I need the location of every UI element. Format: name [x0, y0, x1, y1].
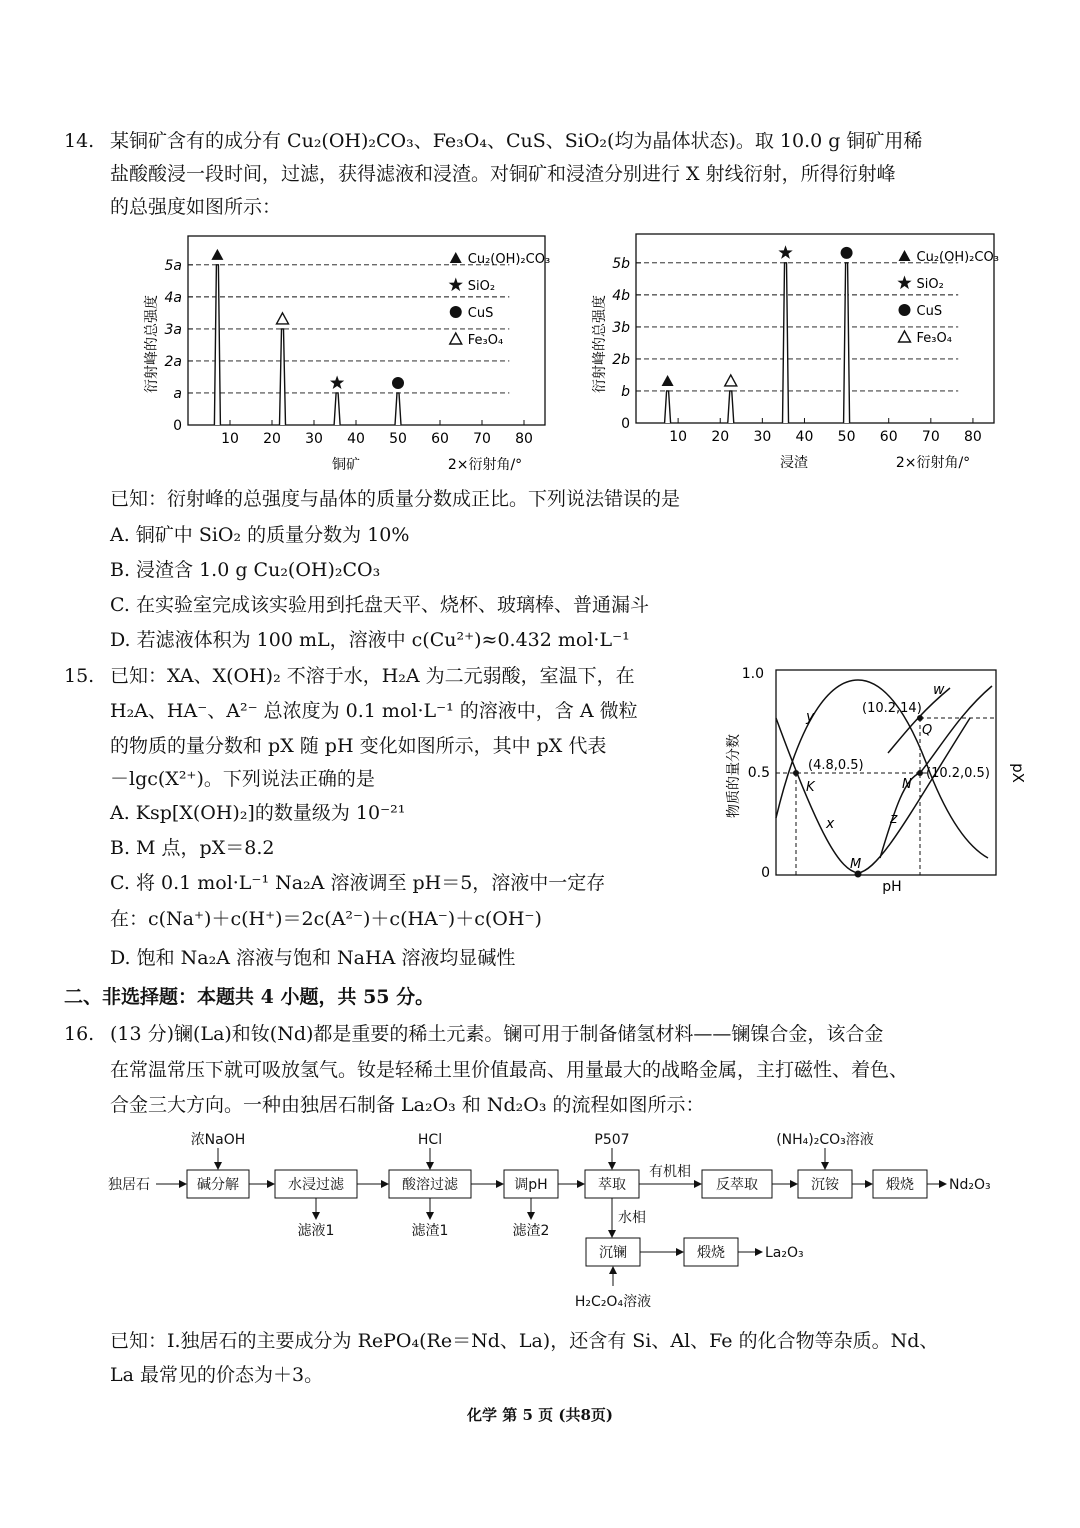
peak-marker [277, 313, 289, 324]
peak-marker [841, 247, 853, 259]
label-k-coord: (4.8,0.5) [808, 758, 864, 773]
legend-marker [449, 278, 463, 292]
curve-x [776, 718, 970, 873]
xtick-label: 30 [753, 429, 772, 445]
label-n: N [902, 777, 912, 792]
box-calcine-la-label: 煅烧 [697, 1245, 725, 1261]
xtick-label: 80 [515, 431, 533, 447]
peak-marker [725, 375, 737, 386]
xtick-label: 50 [389, 431, 407, 447]
ytick-label: 0 [621, 416, 630, 432]
xtick-label: 10 [669, 429, 688, 445]
peak-marker [392, 377, 404, 389]
ytick-label: 3b [612, 319, 630, 336]
diffraction-peak [334, 393, 340, 425]
xtick-label: 20 [263, 431, 281, 447]
reagent-naoh: 浓NaOH [190, 1132, 246, 1148]
xtick-label: 70 [473, 431, 491, 447]
section-2-heading: 二、非选择题：本题共 4 小题，共 55 分。 [64, 986, 435, 1008]
ytick-label: a [173, 385, 182, 402]
ytick-label: b [621, 383, 630, 400]
diffraction-peak [280, 329, 286, 425]
q14-known: 已知：衍射峰的总强度与晶体的质量分数成正比。下列说法错误的是 [110, 488, 681, 510]
label-q-coord: (10.2,14) [862, 701, 922, 716]
label-curve-z: z [890, 811, 898, 827]
reagent-h2c2o4: H₂C₂O₄溶液 [574, 1294, 652, 1310]
legend-marker [899, 304, 911, 316]
xtick-label: 50 [837, 429, 856, 445]
xtick-label: 70 [921, 429, 940, 445]
diffraction-peak [395, 393, 401, 425]
q15-stem-line1: 已知：XA、X(OH)₂ 不溶于水，H₂A 为二元弱酸，室温下，在 [110, 665, 635, 687]
q15-stem-line2: H₂A、HA⁻、A²⁻ 总浓度为 0.1 mol·L⁻¹ 的溶液中，含 A 微粒 [110, 700, 638, 722]
legend-label: CuS [467, 306, 494, 321]
diffraction-peak [783, 263, 789, 423]
q14-stem-line2: 盐酸酸浸一段时间，过滤，获得滤液和浸渣。对铜矿和浸渣分别进行 X 射线衍射，所得衍射峰 [110, 163, 896, 185]
label-m: M [850, 857, 862, 872]
label-n-coord: (10.2,0.5) [926, 766, 990, 781]
legend-label: Cu₂(OH)₂CO₃ [467, 252, 551, 267]
ylabel: 衍射峰的总强度 [144, 295, 160, 393]
ytick-05: 0.5 [747, 765, 770, 781]
legend-marker [899, 331, 911, 342]
process-flowchart [100, 1126, 1020, 1316]
point-k [793, 770, 799, 776]
ytick-0: 0 [761, 865, 770, 881]
box-calcine-nd-label: 煅烧 [886, 1177, 914, 1193]
q14-option-c: C. 在实验室完成该实验用到托盘天平、烧杯、玻璃棒、普通漏斗 [110, 594, 649, 616]
q14-stem-line1: 某铜矿含有的成分有 Cu₂(OH)₂CO₃、Fe₃O₄、CuS、SiO₂(均为晶体状态)。取 10.0 g 铜矿用稀 [110, 130, 923, 152]
peak-marker [211, 249, 223, 260]
q14-stem-line3: 的总强度如图所示： [110, 196, 282, 218]
peak-marker [330, 376, 344, 390]
diffraction-peak [665, 391, 671, 423]
phase-aqueous: 水相 [618, 1210, 646, 1226]
peak-marker [662, 375, 674, 386]
q14-option-a: A. 铜矿中 SiO₂ 的质量分数为 10% [110, 524, 410, 546]
diffraction-peak [844, 263, 850, 423]
xtick-label: 80 [964, 429, 982, 445]
diffraction-peak [214, 265, 220, 425]
ytick-label: 2b [612, 351, 630, 368]
byproduct-residue1: 滤渣1 [411, 1223, 449, 1239]
q15-option-a: A. Ksp[X(OH)₂]的数量级为 10⁻²¹ [110, 802, 406, 824]
ytick-label: 2a [164, 353, 182, 370]
reagent-hcl: HCl [417, 1132, 443, 1148]
product-nd2o3: Nd₂O₃ [949, 1177, 991, 1193]
byproduct-filtrate1: 滤液1 [297, 1223, 335, 1239]
xlabel: pH [882, 879, 902, 895]
legend-marker [450, 306, 462, 318]
ytick-label: 5b [612, 255, 630, 272]
xtick-label: 30 [305, 431, 323, 447]
ph-distribution-chart [720, 658, 1030, 898]
box-precip-nd-label: 沉铵 [811, 1177, 839, 1193]
q15-option-c-cont: 在：c(Na⁺)＋c(H⁺)＝2c(A²⁻)＋c(HA⁻)＋c(OH⁻) [110, 908, 542, 930]
xlabel: 2×衍射角/° [447, 457, 523, 473]
xtick-label: 60 [879, 429, 898, 445]
xlabel: 2×衍射角/° [895, 455, 971, 471]
box-precip-la-label: 沉镧 [599, 1245, 627, 1261]
ylabel: 物质的量分数 [726, 734, 742, 818]
ytick-1: 1.0 [741, 666, 764, 682]
q16-known-line1: 已知：Ⅰ.独居石的主要成分为 RePO₄(Re＝Nd、La)，还含有 Si、Al、Fe 的化合物等杂质。Nd、 [110, 1330, 939, 1352]
xtick-label: 20 [711, 429, 730, 445]
label-k: K [806, 780, 815, 795]
q15-stem-line3: 的物质的量分数和 pX 随 pH 变化如图所示，其中 pX 代表 [110, 735, 607, 757]
box-water-leach-label: 水浸过滤 [288, 1177, 344, 1193]
caption: 铜矿 [332, 457, 360, 473]
ytick-label: 4b [612, 287, 630, 304]
xrd-chart-residue [588, 224, 1008, 480]
byproduct-residue2: 滤渣2 [512, 1223, 550, 1239]
legend-label: SiO₂ [467, 279, 496, 294]
ytick-label: 3a [164, 321, 182, 338]
box-back-extract-label: 反萃取 [716, 1177, 758, 1193]
legend-marker [897, 276, 911, 290]
peak-marker [778, 245, 792, 259]
q16-stem-line3: 合金三大方向。一种由独居石制备 La₂O₃ 和 Nd₂O₃ 的流程如图所示： [110, 1094, 705, 1116]
q16-number: 16. [64, 1023, 95, 1045]
xtick-label: 40 [795, 429, 814, 445]
point-n [917, 770, 923, 776]
y2label: pX [1009, 763, 1027, 783]
label-q: Q [922, 723, 933, 738]
product-la2o3: La₂O₃ [765, 1245, 804, 1261]
xrd-chart-ore [140, 224, 560, 480]
legend-marker [450, 333, 462, 344]
ytick-label: 5a [164, 257, 182, 274]
box-adjust-ph-label: 调pH [514, 1177, 548, 1193]
label-curve-w: w [933, 682, 945, 698]
q16-stem-line1: (13 分)镧(La)和钕(Nd)都是重要的稀土元素。镧可用于制备储氢材料——镧镍合金，该合金 [110, 1023, 884, 1045]
q14-option-b: B. 浸渣含 1.0 g Cu₂(OH)₂CO₃ [110, 559, 381, 581]
xtick-label: 40 [347, 431, 365, 447]
q15-stem-line4: －lgc(X²⁺)。下列说法正确的是 [110, 768, 375, 790]
xtick-label: 10 [221, 431, 239, 447]
xtick-label: 60 [431, 431, 449, 447]
box-acid-dissolve-label: 酸溶过滤 [402, 1177, 458, 1193]
label-curve-y: y [806, 709, 815, 725]
legend-label: Fe₃O₄ [467, 333, 504, 348]
q15-option-d: D. 饱和 Na₂A 溶液与饱和 NaHA 溶液均显碱性 [110, 947, 516, 969]
legend-marker [450, 252, 462, 263]
legend-label: Fe₃O₄ [916, 331, 952, 346]
page-footer: 化学 第 5 页 (共8页) [467, 1406, 613, 1424]
q14-option-d: D. 若滤液体积为 100 mL，溶液中 c(Cu²⁺)≈0.432 mol·L⁻¹ [110, 629, 630, 651]
legend-label: Cu₂(OH)₂CO₃ [916, 250, 999, 265]
legend-label: SiO₂ [916, 277, 944, 292]
caption: 浸渣 [780, 455, 808, 471]
ytick-label: 4a [164, 289, 182, 306]
q15-number: 15. [64, 665, 95, 687]
ylabel: 衍射峰的总强度 [592, 295, 608, 393]
reagent-p507: P507 [594, 1132, 630, 1148]
q15-option-c: C. 将 0.1 mol·L⁻¹ Na₂A 溶液调至 pH＝5，溶液中一定存 [110, 872, 606, 894]
q15-option-b: B. M 点，pX＝8.2 [110, 837, 275, 859]
q14-number: 14. [64, 130, 95, 152]
legend-marker [899, 250, 911, 261]
ytick-label: 0 [173, 418, 182, 434]
diffraction-peak [728, 391, 734, 423]
flow-start: 独居石 [108, 1177, 150, 1193]
legend-label: CuS [916, 304, 943, 319]
q16-known-line2: La 最常见的价态为＋3。 [110, 1364, 324, 1386]
box-extract-label: 萃取 [598, 1177, 626, 1193]
label-curve-x: x [826, 816, 835, 832]
phase-organic: 有机相 [649, 1164, 691, 1180]
q16-stem-line2: 在常温常压下就可吸放氢气。钕是轻稀土里价值最高、用量最大的战略金属，主打磁性、着色、 [110, 1059, 909, 1081]
reagent-nh4co3: (NH₄)₂CO₃溶液 [776, 1132, 874, 1148]
box-alkali-decompose-label: 碱分解 [197, 1177, 239, 1193]
